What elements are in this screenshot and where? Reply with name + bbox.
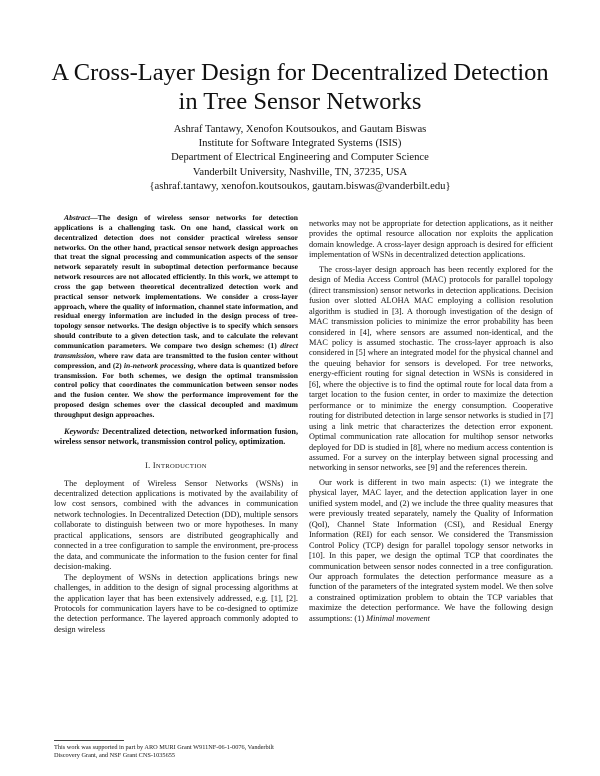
affiliation-department: Department of Electrical Engineering and Computer Science: [171, 152, 429, 164]
intro-paragraph-1: The deployment of Wireless Sensor Networks (WSNs) in decentralized detection applications is motivated by the availability of low cost sensors, combined with the advances in communication network technologies. In Decentralized Detection (DD), multiple sensors collaborate to distinguish between two or more hypotheses. In many practical applications, sensors are distributed geographically and connected in a tree configuration to sample the environment, pre-process the data, and communicate the information to the fusion center for final decision-making.: [54, 478, 298, 572]
affiliation-institute: Institute for Software Integrated Systems (ISIS): [198, 138, 402, 150]
abstract: [54, 213, 298, 420]
paper-title: [40, 58, 560, 116]
intro-paragraph-2: The deployment of WSNs in detection applications brings new challenges, in addition to the design of signal processing algorithms at the application layer that has been extensively addressed, e.g. [1], [2]. Protocols for communication layers have to be co-designed to optimize the detection performance. The layered approach commonly adopted to design wireless: [54, 572, 298, 634]
abstract-label: Abstract: [64, 213, 91, 222]
keywords-text: Decentralized detection, networked information fusion, wireless sensor network, transmission control policy, optimization.: [54, 426, 298, 447]
author-names: Ashraf Tantawy, Xenofon Koutsoukos, and Gautam Biswas: [173, 124, 427, 135]
abstract-text-3: , where data is quantized before transmission. For both schemes, we design the optimal transmission control policy that coordinates the communication between sensor nodes and the fusion center. We show the performance improvement for the proposed design schemes over the classical decoupled and maximum throughput design approaches.: [54, 360, 298, 419]
author-emails: {ashraf.tantawy, xenofon.koutsoukos, gautam.biswas@vanderbilt.edu}: [149, 180, 451, 192]
footnote-rule: [54, 740, 124, 741]
body-paragraph-cross-layer: The cross-layer design approach has been recently explored for the design of Media Access Control (MAC) protocols for parallel topology (direct transmission) sensor networks in detection applications. Decision fusion over slotted ALOHA MAC employing a collision resolution algorithm is studied in [3]. A thorough investigation of the design of MAC transmission policies to minimize the error probability has been considered in [4], where sensors are assumed non-identical, and the MAC policy is assumed stochastic. The cross-layer approach is also considered in [5] where an integrated model for the physical channel and the queuing behavior for sensors is developed. For tree networks, energy-efficient routing for signal detection in WSNs is considered in [6], where the objective is to find the optimal route for local data from a target location to the fusion center, in order to maximize the detection performance or to minimize the energy consumption. Cooperative routing for distributed detection in large sensor networks is studied in [7] using a link metric that characterizes the detection error exponent. Optimal communication rate allocation for multihop sensor networks deployed for DD is studied in [8], where no medium access contention is assumed. For a survey on the interplay between signal processing and networking in sensor networks, see [9] and the references therein.: [309, 264, 553, 473]
title-line-2: in Tree Sensor Networks: [178, 88, 422, 115]
keywords-label: Keywords:: [64, 426, 100, 436]
section-title: NTRODUCTION: [155, 463, 207, 471]
author-block: [40, 123, 560, 194]
section-numeral: I. I: [145, 461, 156, 471]
contribution-text: Our work is different in two main aspects: (1) we integrate the physical layer, MAC layer, and the detection application layer in one unified system model, and (2) we include the three quality measures that were previously treated separately, namely the Quality of Information (QoI), Channel State Information (CSI), and Residual Energy Information (REI) for each sensor. We considered the Transmission Control Policy (TCP) design for parallel topology sensor networks in [10]. In this paper, we design the optimal TCP that coordinates the communication between sensor nodes connected in a tree configuration. Our approach formulates the detection performance measure as a function of the parameters of the integrated system model. We then solve a constrained optimization problem to obtain the TCP variables that maximize the detection performance. We have the following design assumptions: (1): [309, 477, 553, 623]
section-heading-introduction: [54, 461, 298, 472]
body-paragraph-contribution: [309, 478, 553, 624]
abstract-em-direct: direct transmission: [54, 340, 298, 360]
keywords: [54, 427, 298, 448]
abstract-text-2: , where raw data are transmitted to the fusion center without compression, and (2): [54, 350, 298, 370]
title-line-1: A Cross-Layer Design for Decentralized Detection: [51, 59, 549, 86]
abstract-text-1: —The design of wireless sensor networks for detection applications is a challenging task. On one hand, classical work on decentralized detection does not consider practical wireless sensor networks. On the other hand, practical sensor network design approaches that treat the signal processing and communication aspects of the sensor network separately result in suboptimal detection performance because network resources are not allocated efficiently. In this work, we attempt to cross the gap between theoretical decentralized detection work and practical sensor network implementations. We consider a cross-layer approach, where the quality of information, channel state information, and residual energy information are included in the design process of tree-topology sensor networks. The design objective is to specify which sensors should contribute to a given detection task, and to calculate the relevant communication parameters. We compare two design schemes: (1): [54, 213, 298, 350]
footnote-funding: This work was supported in part by ARO MURI Grant W911NF-06-1-0076, Vanderbilt Discovery Grant, and NSF Grant CNS-1035655: [54, 744, 274, 760]
contribution-em: Minimal movement: [366, 613, 430, 623]
right-column: [309, 219, 553, 624]
body-paragraph-continued: networks may not be appropriate for detection applications, as it neither provides the optimal resource allocation nor exploits the application domain knowledge. A cross-layer design approach is desired for efficient implementation of WSNs in decentralized detection applications.: [309, 219, 553, 260]
affiliation-university: Vanderbilt University, Nashville, TN, 37235, USA: [192, 166, 408, 178]
abstract-em-innetwork: in-network processing: [123, 360, 194, 370]
left-column: [54, 213, 298, 635]
